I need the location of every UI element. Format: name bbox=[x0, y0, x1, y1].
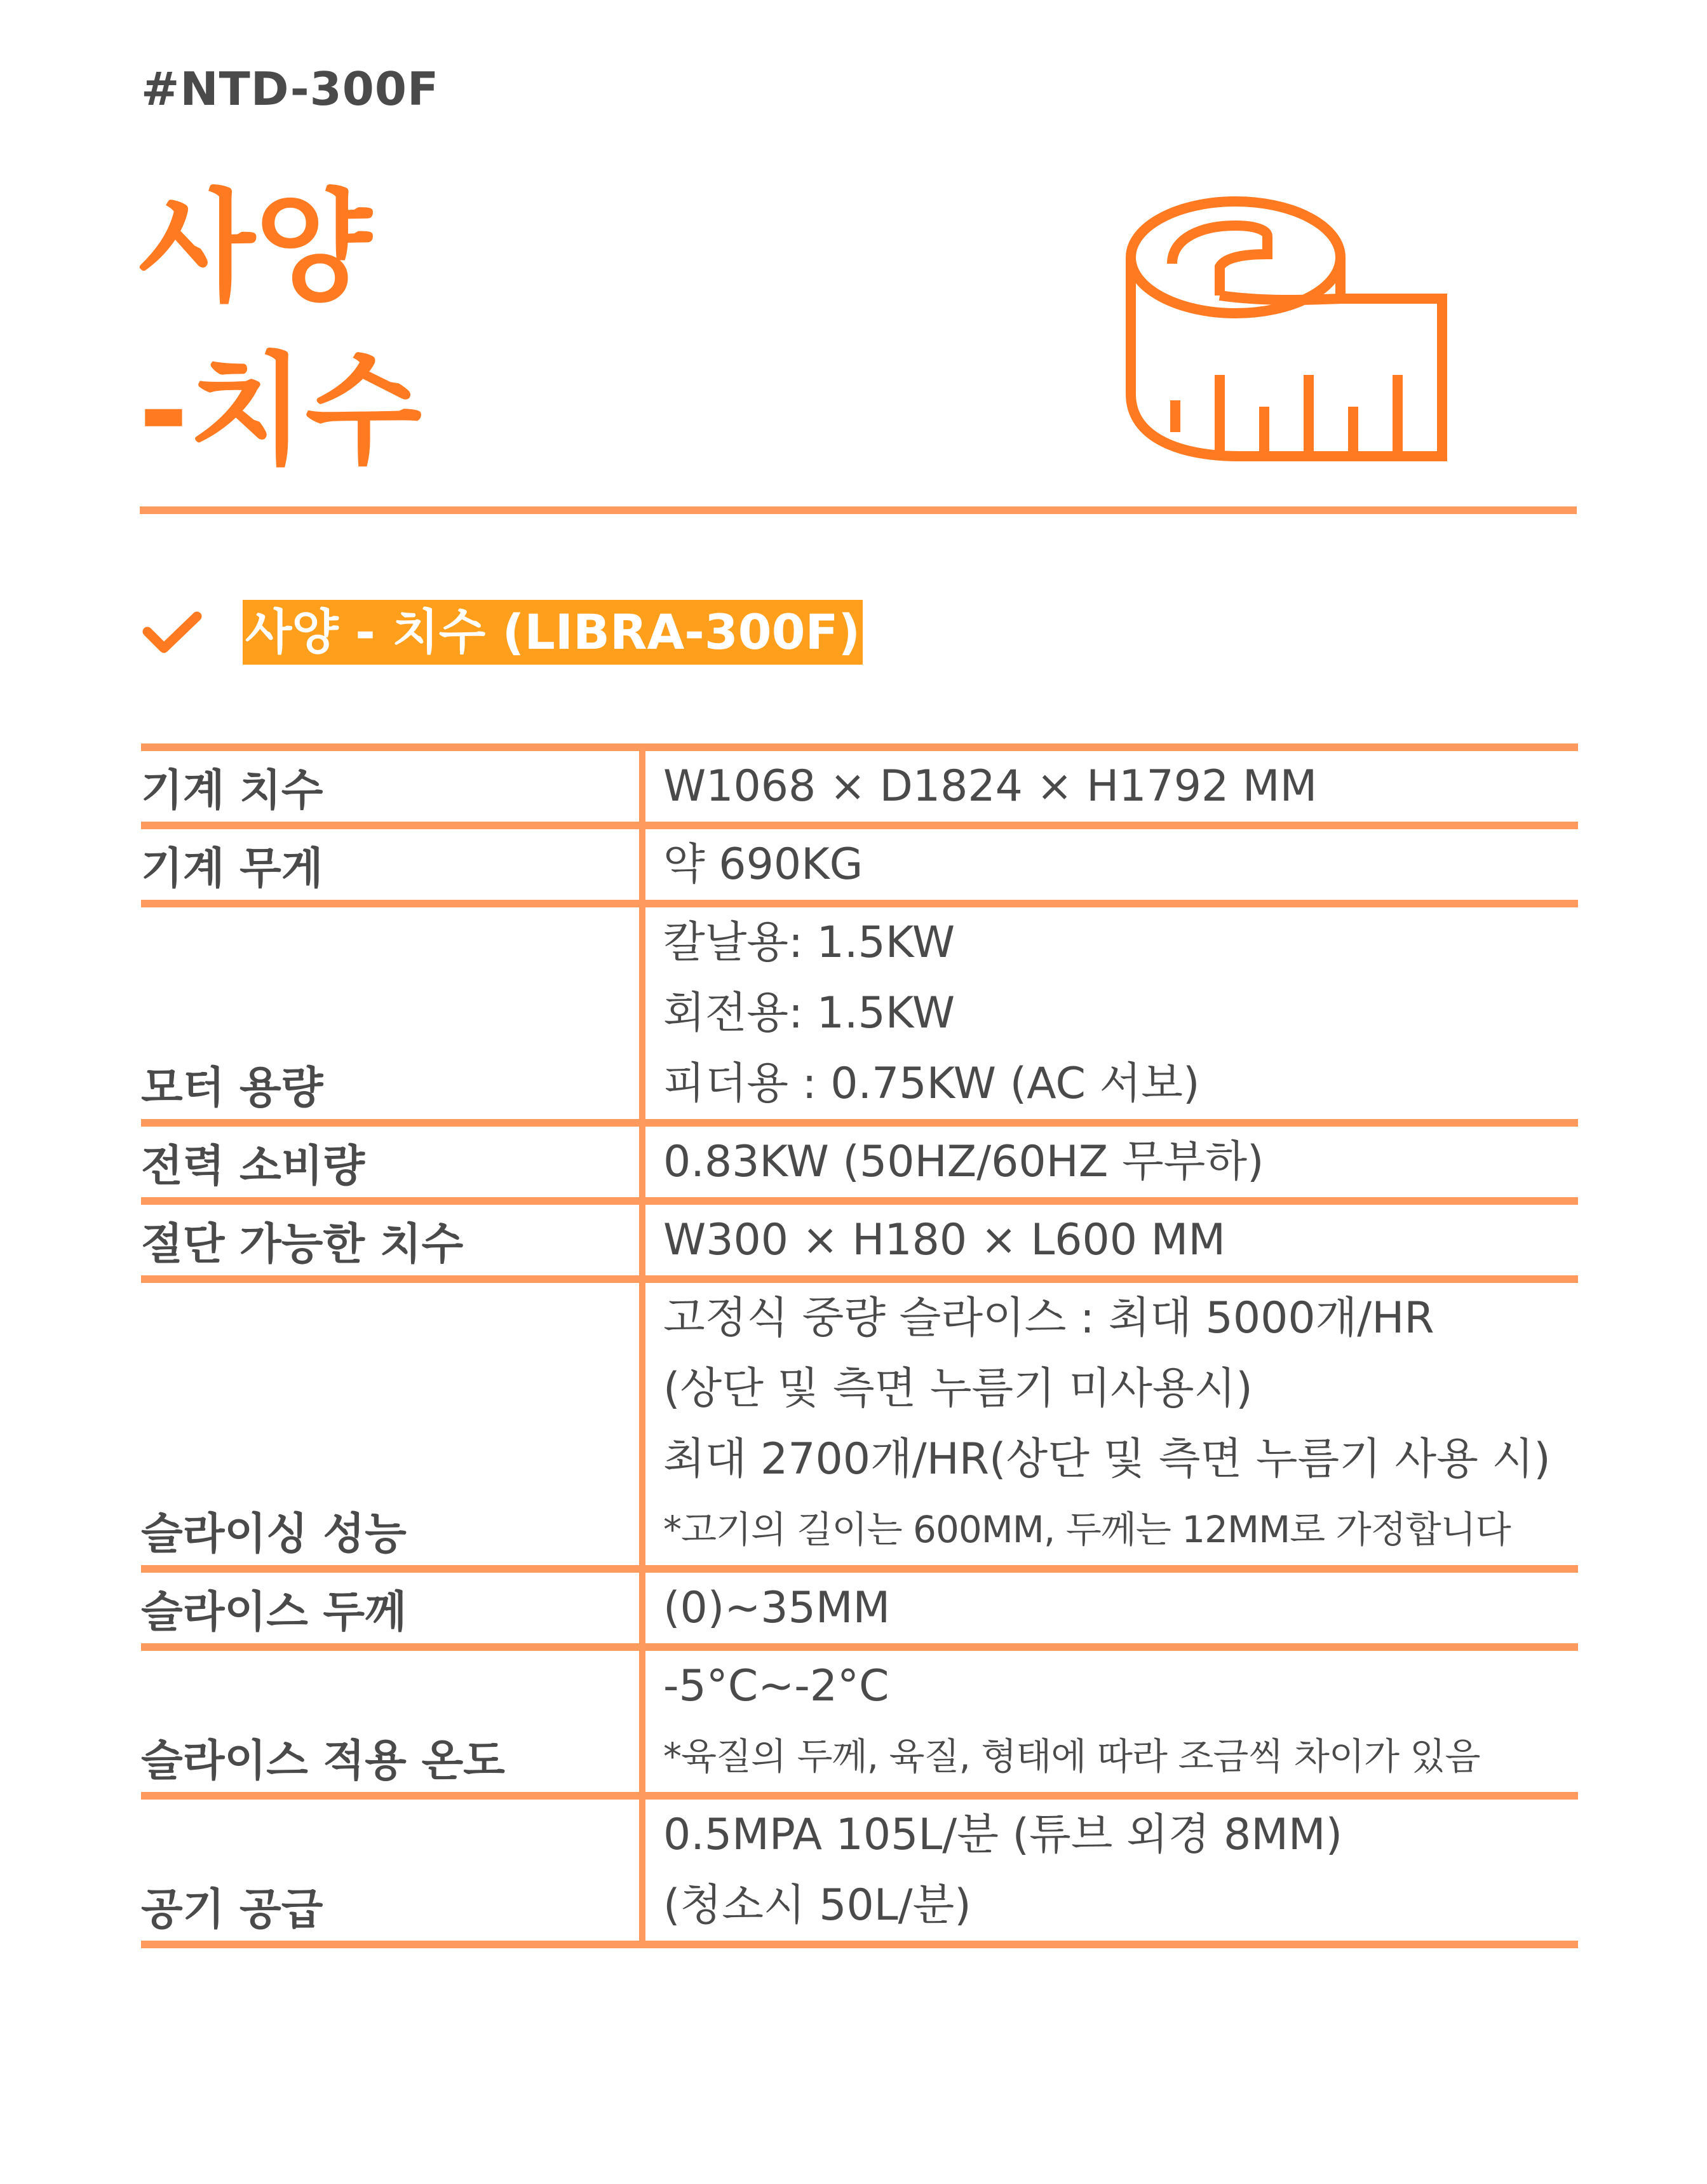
column-divider bbox=[639, 1283, 645, 1565]
spec-value bbox=[645, 751, 1578, 822]
spec-value-line: W300 × H180 × L600 MM bbox=[663, 1215, 1225, 1265]
spec-label: 기계 무게 bbox=[141, 844, 323, 894]
spec-row bbox=[141, 1792, 1578, 1948]
product-code: #NTD-300F bbox=[141, 62, 440, 116]
spec-value-line: 고정식 중량 슬라이스 : 최대 5000개/HR bbox=[663, 1293, 1434, 1343]
spec-row bbox=[141, 1565, 1578, 1643]
spec-row bbox=[141, 1275, 1578, 1565]
spec-value-line: -5°C~-2°C bbox=[663, 1661, 889, 1711]
spec-label: 절단 가능한 치수 bbox=[141, 1219, 464, 1270]
column-divider bbox=[639, 907, 645, 1119]
column-divider bbox=[639, 829, 645, 900]
page-title: 사양 -치수 bbox=[138, 177, 422, 481]
spec-value-line: 피더용 : 0.75KW (AC 서보) bbox=[663, 1059, 1200, 1109]
spec-value bbox=[645, 1573, 1578, 1643]
spec-row bbox=[141, 1119, 1578, 1197]
spec-note: *고기의 길이는 600MM, 두께는 12MM로 가정합니다 bbox=[663, 1508, 1511, 1551]
spec-row bbox=[141, 1643, 1578, 1792]
checkmark-icon bbox=[141, 610, 203, 655]
spec-label: 공기 공급 bbox=[141, 1885, 323, 1935]
spec-value-line: 0.83KW (50HZ/60HZ 무부하) bbox=[663, 1137, 1264, 1187]
spec-value-line: 0.5MPA 105L/분 (튜브 외경 8MM) bbox=[663, 1810, 1343, 1860]
spec-row bbox=[141, 1197, 1578, 1275]
spec-value bbox=[645, 907, 1578, 1119]
column-divider bbox=[639, 1573, 645, 1643]
spec-row bbox=[141, 743, 1578, 822]
spec-label: 모터 용량 bbox=[141, 1063, 323, 1113]
spec-value-line: 회전용: 1.5KW bbox=[663, 988, 955, 1038]
spec-label: 슬라이스 두께 bbox=[141, 1587, 407, 1638]
spec-row bbox=[141, 900, 1578, 1119]
spec-value bbox=[645, 1800, 1578, 1941]
column-divider bbox=[639, 1800, 645, 1941]
spec-value bbox=[645, 1651, 1578, 1792]
spec-value-line: (0)~35MM bbox=[663, 1583, 891, 1633]
column-divider bbox=[639, 1651, 645, 1792]
spec-value bbox=[645, 829, 1578, 900]
spec-label: 슬라이싱 성능 bbox=[141, 1509, 407, 1559]
spec-value-line: 약 690KG bbox=[663, 839, 863, 890]
section-title: 사양 - 치수 (LIBRA-300F) bbox=[243, 600, 863, 665]
measuring-tape-icon bbox=[1124, 191, 1448, 464]
spec-label: 슬라이스 적용 온도 bbox=[141, 1736, 505, 1786]
column-divider bbox=[639, 751, 645, 822]
spec-note: *육질의 두께, 육질, 형태에 따라 조금씩 차이가 있음 bbox=[663, 1735, 1480, 1778]
column-divider bbox=[639, 1205, 645, 1275]
column-divider bbox=[639, 1127, 645, 1197]
spec-value bbox=[645, 1283, 1578, 1565]
spec-value-line: 칼날용: 1.5KW bbox=[663, 918, 955, 968]
spec-value-line: (상단 및 측면 누름기 미사용시) bbox=[663, 1364, 1253, 1414]
section-heading bbox=[141, 597, 863, 667]
spec-value-line: 최대 2700개/HR(상단 및 측면 누름기 사용 시) bbox=[663, 1434, 1551, 1484]
title-divider bbox=[140, 506, 1577, 514]
spec-label: 기계 치수 bbox=[141, 766, 323, 816]
spec-label: 전력 소비량 bbox=[141, 1141, 365, 1191]
spec-value bbox=[645, 1127, 1578, 1197]
spec-row bbox=[141, 822, 1578, 900]
spec-value bbox=[645, 1205, 1578, 1275]
spec-value-line: W1068 × D1824 × H1792 MM bbox=[663, 761, 1318, 811]
spec-table bbox=[141, 743, 1578, 1948]
spec-value-line: (청소시 50L/분) bbox=[663, 1880, 971, 1930]
